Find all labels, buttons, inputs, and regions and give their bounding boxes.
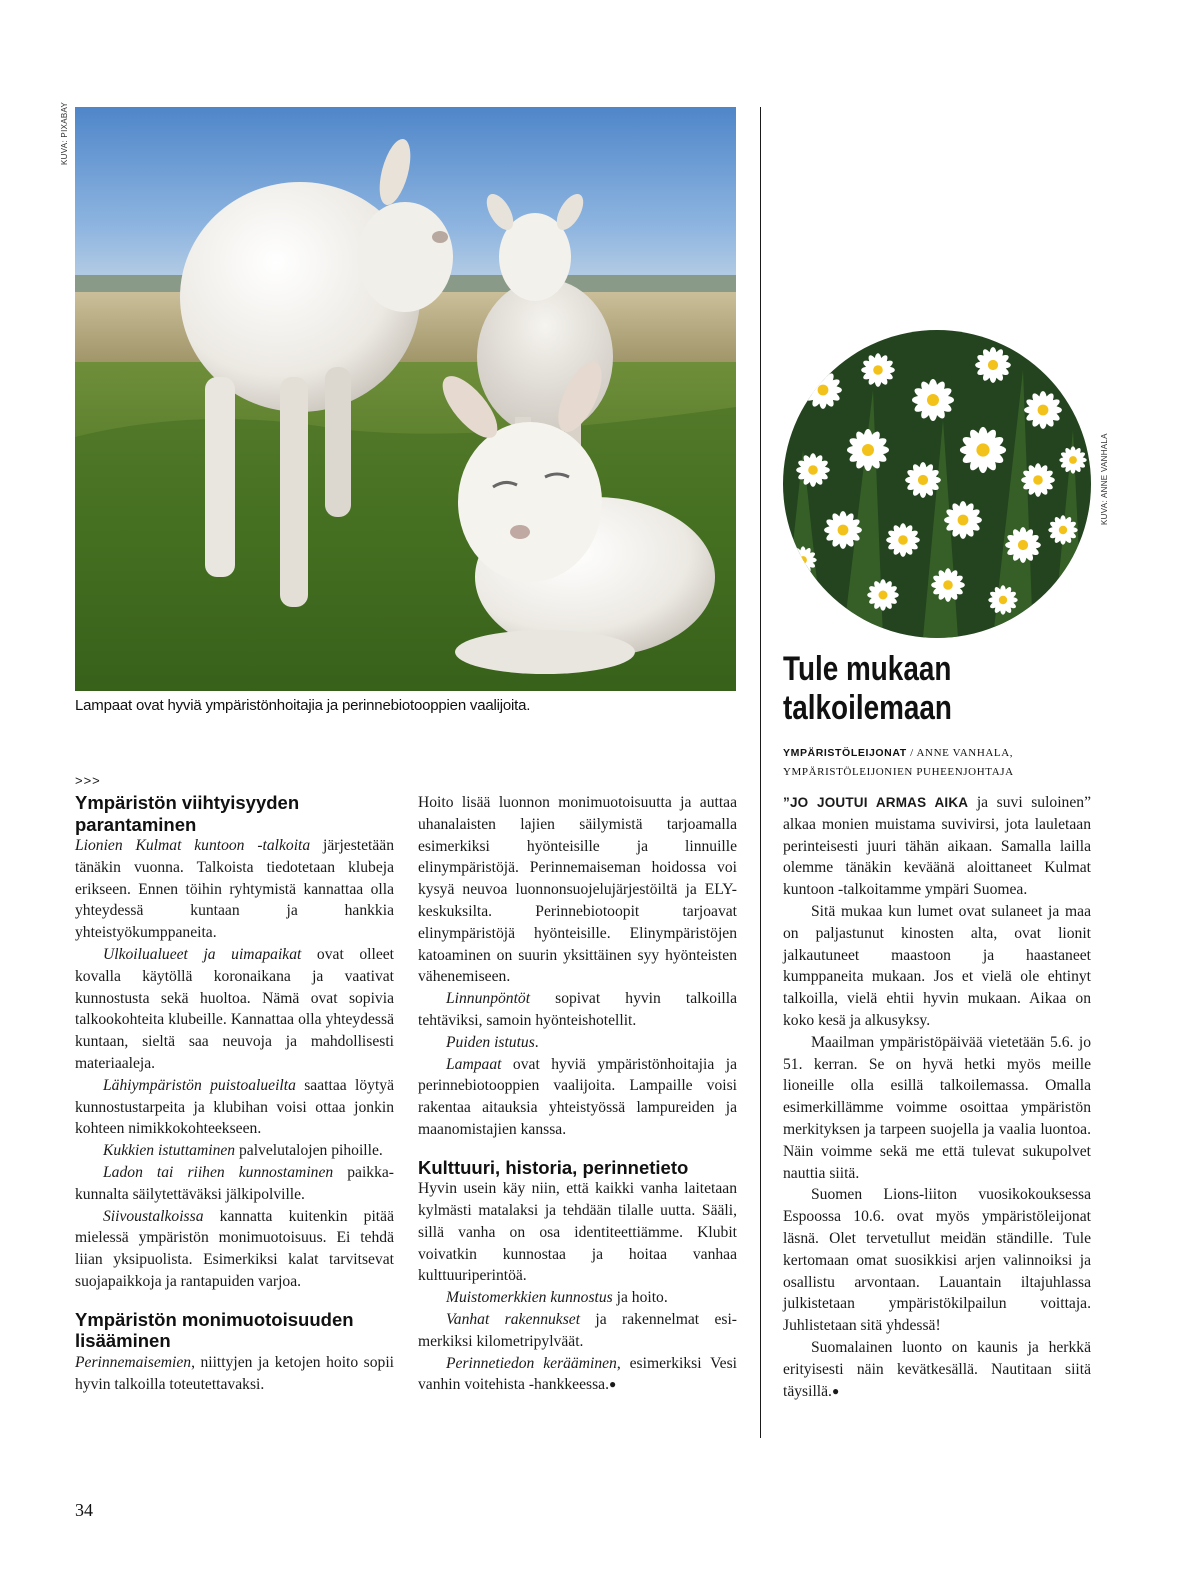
section-title-viihtyisyys: Ympäristön viihtyisyyden parantaminen xyxy=(75,792,300,835)
headline-line-2: talkoilemaan xyxy=(783,689,952,727)
article-column-1 xyxy=(75,773,394,1395)
paragraph: Lähiympäristön puistoalueilta saattaa löytyä kunnostustarpeita ja klubihan voisi ottaa jonkin kohteen nimikkokohteekseen. xyxy=(75,1076,394,1138)
paragraph: Hyvin usein käy niin, että kaikki vanha laitetaan kylmästi matalaksi ja tehdään tilalle uutta. Sääli, sillä vanha on osa identiteettiämme. Klubit voivatkin kunnostaa ja hoitaa vanhaa kulttuuriperintöä. xyxy=(418,1180,737,1285)
daisies-photo xyxy=(783,330,1091,638)
paragraph: Ulkoilualueet ja uimapaikat ovat olleet kovalla käytöllä koronaikana ja vaativat kunnostusta sekä huoltoa. Nämä ovat sopivia talkookohteita klubeille. Kannattaa olla yhteydessä kuntaan, sieltä saa neuvoja ja mahdollisesti materiaaleja. xyxy=(75,945,394,1072)
paragraph: Perinnemaisemien, niittyjen ja ketojen hoito sopii hyvin talkoilla toteutettavaksi. xyxy=(75,1353,394,1393)
paragraph: Hoito lisää luonnon monimuotoisuutta ja auttaa uhanalaisten lajien säilymistä tarjoamalla esimerkiksi hyönteisille ja linnuille elinympäristöjä. Perinnemaiseman hoidossa voi kysyä neuvoa luonnonsuojelujärjestöiltä ja ELY-keskuksilta. Perinnebiotoopit tarjoavat elinympäristöjä hyönteisille. Elinympäristöjen katoaminen on suurin yksittäinen syy hyönteisten vähenemiseen. xyxy=(418,794,737,986)
paragraph: Siivoustalkoissa kannatta kuitenkin pitää mielessä ympäristön monimuotoisuus. Ei tehdä liian yksipuolista. Esimerkiksi kalat tarvitsevat suojapaikkoja ja rantapuiden varjoa. xyxy=(75,1207,394,1290)
lambs-photo xyxy=(75,107,736,691)
paragraph: Kukkien istuttaminen palvelutalojen pihoille. xyxy=(103,1142,383,1160)
byline-role: YMPÄRISTÖLEIJONIEN PUHEENJOHTAJA xyxy=(783,766,1014,778)
end-mark: ● xyxy=(608,1377,617,1392)
paragraph: Muistomerkkien kunnostus ja hoito. xyxy=(446,1289,668,1307)
paragraph: Lampaat ovat hyviä ympäristönhoitajia ja perinnebiotooppien vaalijoita. Lampaille voisi rakentaa aitauksia yhteistyössä lampureiden ja maanomistajien kanssa. xyxy=(418,1055,737,1138)
paragraph: Linnunpöntöt sopivat hyvin talkoilla tehtäviksi, samoin hyönteishotellit. xyxy=(418,990,737,1029)
byline-separator: / xyxy=(906,747,917,759)
byline xyxy=(783,744,1014,782)
paragraph: Lionien Kulmat kuntoon -talkoita järjestetään tänäkin vuonna. Talkoista tiedotetaan klubeja erikseen. Ennen töihin ryhtymistä kannattaa olla yhteydessä kuntaan ja hankkia yhteistyökumppaneita. xyxy=(75,837,394,942)
byline-tag: YMPÄRISTÖLEIJONAT xyxy=(783,747,907,759)
paragraph: ”JO JOUTUI ARMAS AIKA ja suvi suloinen” alkaa monien muistama suvivirsi, jota lauletaan perinteisesti juuri tähän aikaan. Samalla lailla olemme tänäkin keväänä aloittaneet Kulmat kuntoon -talkoitamme ympäri Suomea. xyxy=(783,794,1091,899)
sidebar-column xyxy=(783,792,1091,1403)
paragraph: Maailman ympäristöpäivää vietetään 5.6. jo 51. kerran. Se on hyvä hetki myös meille lioneille olla esillä talkoilemassa. Omalla esimerkillämme voimme osoittaa ympäristön merkityksen ja tarpeen suojella ja vaalia luontoa. Näin voimme sekä me että tulevat sukupolvet nauttia siitä. xyxy=(783,1033,1091,1182)
photo-credit-daisies: KUVA: ANNE VANHALA xyxy=(1100,433,1109,525)
section-title-monimuotoisuus: Ympäristön monimuotoisuuden lisääminen xyxy=(75,1308,354,1352)
column-divider xyxy=(760,107,761,1438)
section-title-kulttuuri: Kulttuuri, historia, perinnetieto xyxy=(418,1156,689,1178)
paragraph: Suomalainen luonto on kaunis ja herkkä erityisesti näin kevätkesällä. Nautitaan siitä täysillä.● xyxy=(783,1338,1091,1400)
paragraph: Sitä mukaa kun lumet ovat sulaneet ja maa on paljastunut kinosten alta, ovat lionit jalkautuneet maastoon ja haastaneet kumppaneita mukaan. Jos et vielä ole ehtinyt talkoilla, vielä ehtii hyvin mukaan. Aikaa on koko kesä ja alkusyksy. xyxy=(783,902,1091,1029)
photo-credit-main: KUVA: PIXABAY xyxy=(60,101,69,165)
headline-line-1: Tule mukaan xyxy=(783,650,952,688)
paragraph: Vanhat rakennukset ja rakennelmat esimerkiksi kilometripylväät. xyxy=(418,1311,737,1350)
page-number: 34 xyxy=(75,1500,93,1520)
paragraph: Perinnetiedon kerääminen, esimerkiksi Vesi vanhin voitehista -hankkeessa.● xyxy=(418,1354,737,1394)
paragraph: Suomen Lions-liiton vuosikokouksessa Espoossa 10.6. ovat myös ympäristöleijonat läsnä. Olet tervetullut meidän ständille. Tule kertomaan omat suosikkisi arjen valinnoiksi ja osallistu arvontaan. Lauantain iltajuhlassa julkistetaan ympäristökilpailun voittaja. Juhlistetaan sitä yhdessä! xyxy=(783,1186,1091,1335)
lead-in: ”JO JOUTUI ARMAS AIKA xyxy=(783,795,969,810)
paragraph: Puiden istutus. xyxy=(446,1033,539,1051)
sidebar-headline xyxy=(783,650,952,728)
photo-caption: Lampaat ovat hyviä ympäristönhoitajia ja perinnebiotooppien vaalijoita. xyxy=(75,697,531,714)
continue-marker: >>> xyxy=(75,773,101,788)
end-mark: ● xyxy=(831,1383,840,1398)
paragraph: Ladon tai riihen kunnostaminen paikkakunnalta säilytettäväksi jälkipolville. xyxy=(75,1163,394,1203)
article-column-2 xyxy=(418,792,737,1397)
byline-author: ANNE VANHALA, xyxy=(916,747,1014,759)
